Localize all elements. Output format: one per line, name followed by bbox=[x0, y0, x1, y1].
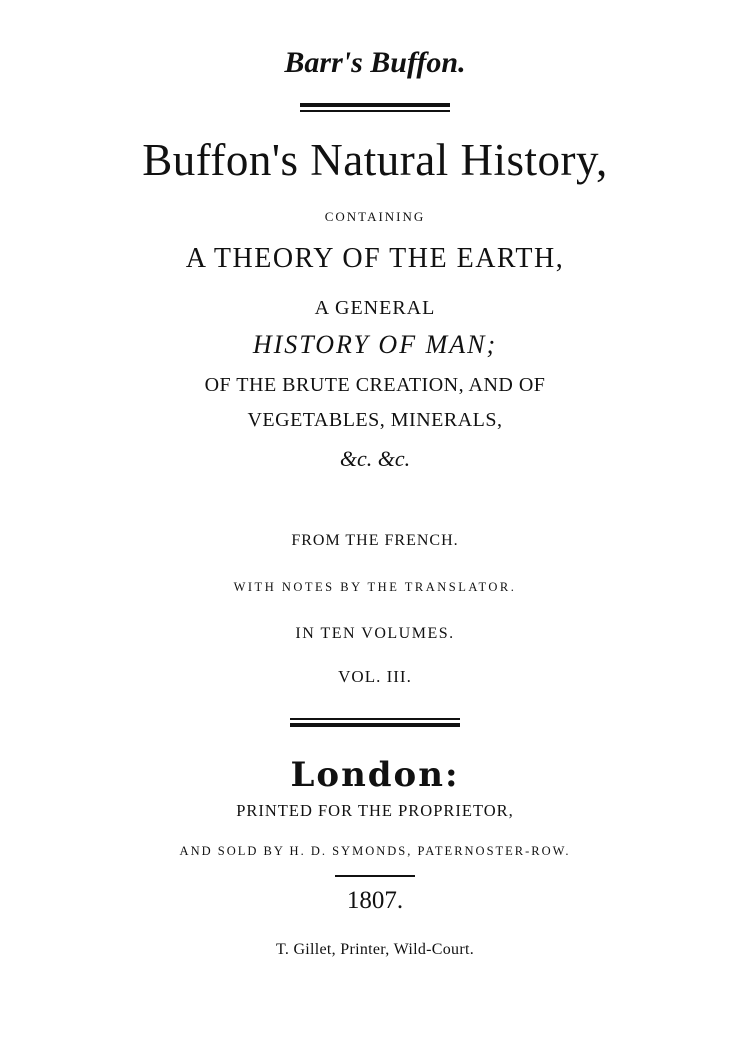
double-rule-top-thick bbox=[300, 103, 450, 107]
series-title: Barr's Buffon. bbox=[284, 46, 466, 79]
from-french-line: FROM THE FRENCH. bbox=[291, 532, 459, 549]
printed-for-line: PRINTED FOR THE PROPRIETOR, bbox=[236, 801, 514, 820]
double-rule-top-thin bbox=[300, 110, 450, 112]
vegetables-line: VEGETABLES, MINERALS, bbox=[247, 409, 503, 431]
double-rule-middle-thick bbox=[290, 723, 460, 727]
short-rule bbox=[335, 875, 415, 877]
general-line: A GENERAL bbox=[314, 297, 436, 319]
theory-line: A THEORY OF THE EARTH, bbox=[185, 243, 565, 274]
volume-number: VOL. III. bbox=[338, 667, 412, 686]
notes-line: WITH NOTES BY THE TRANSLATOR. bbox=[233, 580, 517, 594]
main-title: Buffon's Natural History, bbox=[142, 135, 608, 185]
volumes-line: IN TEN VOLUMES. bbox=[295, 625, 455, 642]
printer-line: T. Gillet, Printer, Wild-Court. bbox=[275, 941, 475, 958]
brute-creation-line: OF THE BRUTE CREATION, AND OF bbox=[204, 374, 546, 396]
history-of-man-line: HISTORY OF MAN; bbox=[252, 330, 498, 359]
imprint-place: London: bbox=[290, 755, 460, 795]
sold-by-line: AND SOLD BY H. D. SYMONDS, PATERNOSTER-ROW. bbox=[179, 844, 571, 858]
double-rule-middle-thin bbox=[290, 718, 460, 720]
containing-line: CONTAINING bbox=[324, 209, 426, 224]
publication-year: 1807. bbox=[346, 887, 404, 914]
etc-line: &c. &c. bbox=[339, 446, 411, 471]
